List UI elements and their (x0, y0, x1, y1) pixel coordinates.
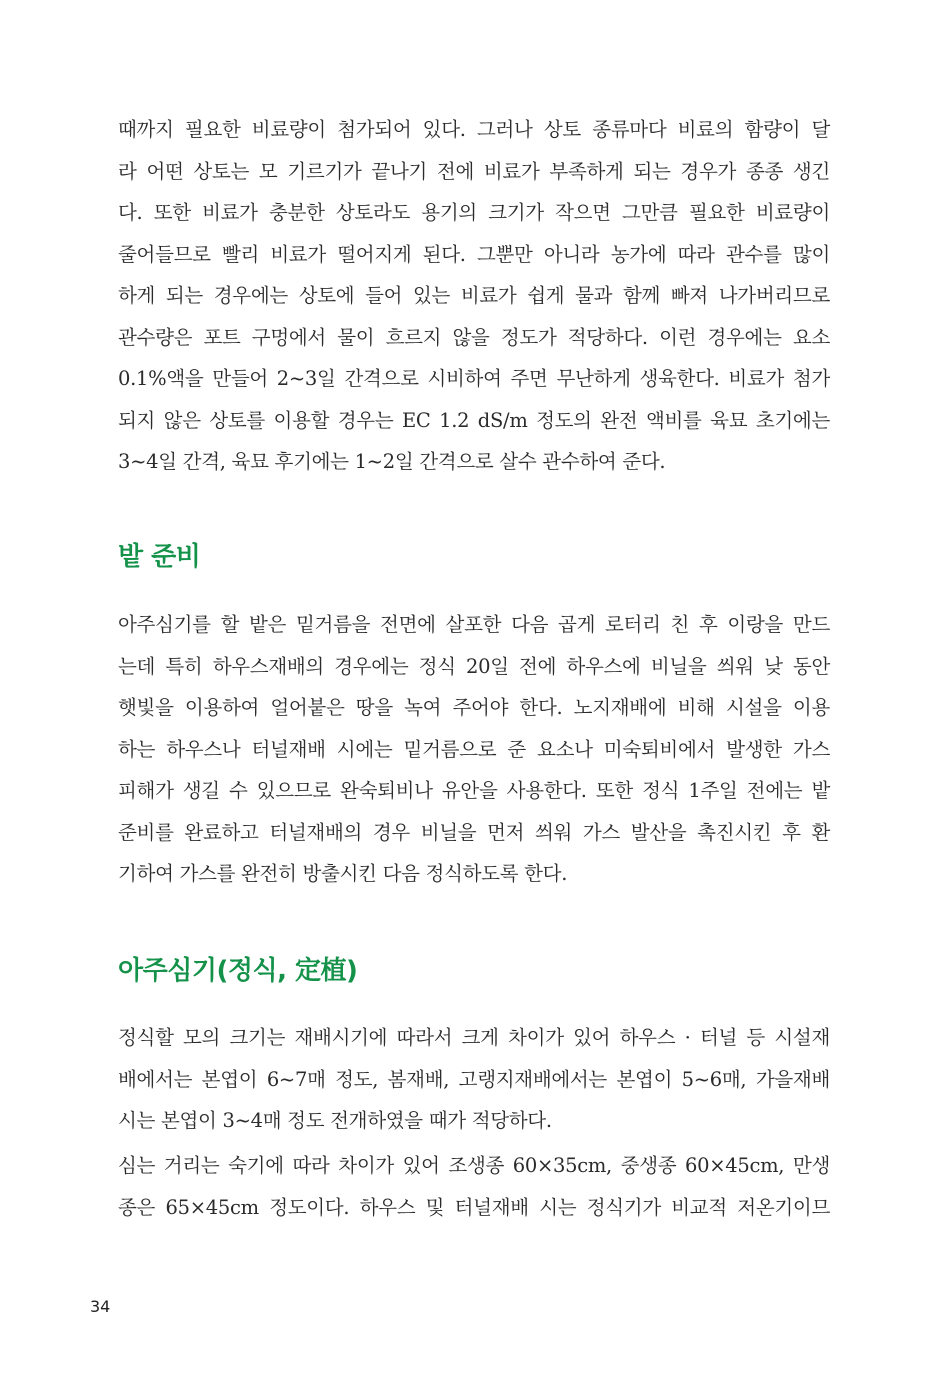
paragraph-line: 0.1%액을 만들어 2~3일 간격으로 시비하여 주면 무난하게 생육한다. 비료가 첨가 (118, 367, 830, 390)
paragraph-line: 햇빛을 이용하여 얼어붙은 땅을 녹여 주어야 한다. 노지재배에 비해 시설을 이용 (118, 696, 830, 719)
paragraph-line: 정식할 모의 크기는 재배시기에 따라서 크게 차이가 있어 하우스 · 터널 등 시설재 (118, 1026, 830, 1049)
paragraph-line: 다. 또한 비료가 충분한 상토라도 용기의 크기가 작으면 그만큼 필요한 비료량이 (118, 201, 830, 224)
paragraph-line: 하는 하우스나 터널재배 시에는 밑거름으로 준 요소나 미숙퇴비에서 발생한 가스 (118, 737, 830, 761)
paragraph-line: 심는 거리는 숙기에 따라 차이가 있어 조생종 60×35cm, 중생종 60×45cm, 만생 (118, 1154, 830, 1177)
section-heading-transplanting: 아주심기(정식, 定植) (118, 956, 358, 986)
paragraph-line: 는데 특히 하우스재배의 경우에는 정식 20일 전에 하우스에 비닐을 씌워 낮 동안 (118, 654, 830, 678)
page-number: 34 (90, 1297, 111, 1316)
transplanting-paragraph-size (118, 1017, 830, 1142)
intro-paragraph (118, 109, 830, 483)
paragraph-line: 하게 되는 경우에는 상토에 들어 있는 비료가 쉽게 물과 함께 빠져 나가버리므로 (118, 284, 830, 307)
paragraph-line: 라 어떤 상토는 모 기르기가 끝나기 전에 비료가 부족하게 되는 경우가 종종 생긴 (118, 159, 830, 183)
paragraph-line: 배에서는 본엽이 6~7매 정도, 봄재배, 고랭지재배에서는 본엽이 5~6매, 가을재배 (118, 1067, 830, 1091)
paragraph-line: 준비를 완료하고 터널재배의 경우 비닐을 먼저 씌워 가스 발산을 촉진시킨 후 환 (118, 820, 830, 844)
field-preparation-paragraph (118, 604, 830, 895)
paragraph-line: 시는 본엽이 3~4매 정도 전개하였을 때가 적당하다. (118, 1109, 552, 1132)
paragraph-line: 종은 65×45cm 정도이다. 하우스 및 터널재배 시는 정식기가 비교적 저온기이므 (118, 1195, 830, 1219)
transplanting-paragraph-spacing (118, 1145, 830, 1228)
section-heading-field-preparation: 밭 준비 (118, 542, 201, 572)
paragraph-line: 피해가 생길 수 있으므로 완숙퇴비나 유안을 사용한다. 또한 정식 1주일 전에는 밭 (118, 779, 830, 802)
paragraph-line: 때까지 필요한 비료량이 첨가되어 있다. 그러나 상토 종류마다 비료의 함량이 달 (118, 118, 830, 141)
paragraph-line: 관수량은 포트 구멍에서 물이 흐르지 않을 정도가 적당하다. 이런 경우에는 요소 (118, 325, 830, 349)
paragraph-line: 되지 않은 상토를 이용할 경우는 EC 1.2 dS/m 정도의 완전 액비를 육묘 초기에는 (118, 408, 830, 432)
paragraph-line: 3~4일 간격, 육묘 후기에는 1~2일 간격으로 살수 관수하여 준다. (118, 450, 666, 473)
paragraph-line: 줄어들므로 빨리 비료가 떨어지게 된다. 그뿐만 아니라 농가에 따라 관수를 많이 (118, 242, 830, 266)
paragraph-line: 기하여 가스를 완전히 방출시킨 다음 정식하도록 한다. (118, 862, 568, 885)
paragraph-line: 아주심기를 할 밭은 밑거름을 전면에 살포한 다음 곱게 로터리 친 후 이랑을 만드 (118, 613, 830, 636)
